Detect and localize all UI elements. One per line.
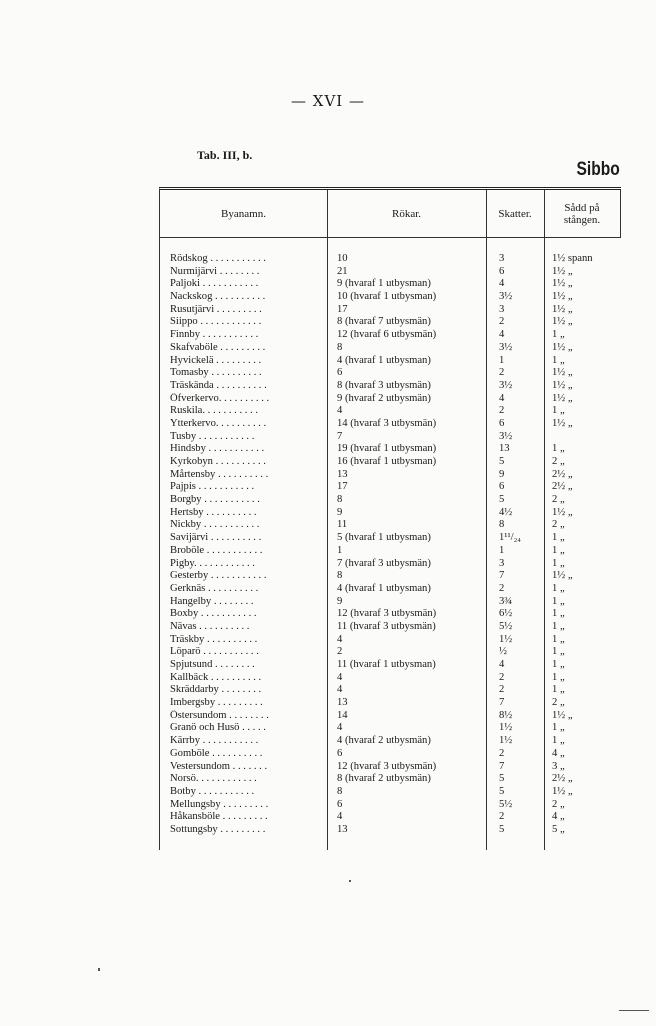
sown-value: 1½ „ <box>552 278 573 290</box>
table-row <box>160 329 621 342</box>
village-name: Broböle . . . . . . . . . . . <box>170 544 263 556</box>
sown-value: 1 „ <box>552 633 565 645</box>
sown-value: 5 „ <box>552 823 565 835</box>
sown-value: 2 „ <box>552 798 565 810</box>
village-name: Hindsby . . . . . . . . . . . <box>170 443 265 455</box>
village-name: Nackskog . . . . . . . . . . <box>170 291 266 303</box>
table-row <box>160 316 621 329</box>
village-name: Mårtensby . . . . . . . . . . <box>170 468 269 480</box>
tax-value: 13 <box>499 443 510 455</box>
village-name: Boxby . . . . . . . . . . . <box>170 608 257 620</box>
smokes-value: 13 <box>337 697 348 709</box>
sown-value: 1½ „ <box>552 265 573 277</box>
village-name: Pajpis . . . . . . . . . . . <box>170 481 255 493</box>
table-row <box>160 646 621 659</box>
table-row <box>160 710 621 723</box>
sown-value: 1½ „ <box>552 291 573 303</box>
village-name: Östersundom . . . . . . . . <box>170 709 269 721</box>
smokes-value: 8 <box>337 785 343 797</box>
tax-value: 3½ <box>499 291 513 303</box>
table-row <box>160 773 621 786</box>
village-name: Kärrby . . . . . . . . . . . <box>170 735 259 747</box>
sown-value: 1½ „ <box>552 506 573 518</box>
tax-value: 3 <box>499 557 505 569</box>
village-name: Hangelby . . . . . . . . <box>170 595 254 607</box>
header-sown <box>544 190 620 237</box>
village-name: Tusby . . . . . . . . . . . <box>170 430 255 442</box>
header-smokes: Rökar. <box>391 207 422 220</box>
sown-value: 1 „ <box>552 620 565 632</box>
tax-value: 2 <box>499 684 505 696</box>
smokes-value: 21 <box>337 265 348 277</box>
sown-value: 1½ „ <box>552 367 573 379</box>
tax-value: 7 <box>499 760 505 772</box>
table-row <box>160 481 621 494</box>
sown-value: 1 „ <box>552 354 565 366</box>
table-row <box>160 253 621 266</box>
tax-value: 3½ <box>499 341 513 353</box>
smokes-value: 11 <box>337 519 348 531</box>
table-row <box>160 583 621 596</box>
sown-value: 1 „ <box>552 544 565 556</box>
table-row <box>160 291 621 304</box>
sown-value: 1 „ <box>552 671 565 683</box>
table-row <box>160 469 621 482</box>
tax-value: 2 <box>499 811 505 823</box>
sown-value: 1½ „ <box>552 341 573 353</box>
tax-value: 8½ <box>499 709 513 721</box>
tax-value: 1½ <box>499 735 513 747</box>
village-name: Finnby . . . . . . . . . . . <box>170 329 259 341</box>
smokes-value: 6 <box>337 747 343 759</box>
smokes-value: 8 (hvaraf 3 utbysmän) <box>337 379 431 391</box>
header-rule <box>160 237 621 238</box>
smokes-value: 9 (hvaraf 1 utbysman) <box>337 278 431 290</box>
table-row <box>160 735 621 748</box>
sown-value: 1½ „ <box>552 379 573 391</box>
smokes-value: 17 <box>337 481 348 493</box>
smokes-value: 8 (hvaraf 7 utbysmän) <box>337 316 431 328</box>
tax-value: ½ <box>499 646 507 658</box>
village-name: Tomasby . . . . . . . . . . <box>170 367 262 379</box>
table-row <box>160 608 621 621</box>
sown-value: 1½ „ <box>552 392 573 404</box>
smokes-value: 4 <box>337 684 343 696</box>
sown-value: 1½ „ <box>552 570 573 582</box>
table-row <box>160 380 621 393</box>
sown-value: 1½ „ <box>552 316 573 328</box>
sown-value: 4 „ <box>552 811 565 823</box>
smokes-value: 7 (hvaraf 3 utbysmän) <box>337 557 431 569</box>
village-name: Botby . . . . . . . . . . . <box>170 785 255 797</box>
sown-value: 1 „ <box>552 595 565 607</box>
smokes-value: 14 <box>337 709 348 721</box>
tax-value: 3½ <box>499 379 513 391</box>
table-row <box>160 761 621 774</box>
tax-value: 9 <box>499 468 505 480</box>
sown-value: 1 „ <box>552 557 565 569</box>
village-name: Öfverkervo. . . . . . . . . . <box>170 392 270 404</box>
smokes-value: 13 <box>337 468 348 480</box>
sown-value: 2½ „ <box>552 468 573 480</box>
table-row <box>160 596 621 609</box>
sown-value: 1 „ <box>552 329 565 341</box>
smokes-value: 11 (hvaraf 3 utbysmän) <box>337 620 436 632</box>
tax-value: 4 <box>499 329 505 341</box>
village-name: Gomböle . . . . . . . . . . <box>170 747 263 759</box>
village-name: Nävas . . . . . . . . . . <box>170 620 250 632</box>
smokes-value: 4 <box>337 811 343 823</box>
table-row <box>160 545 621 558</box>
tax-value: 4 <box>499 278 505 290</box>
smokes-value: 4 (hvaraf 2 utbysmän) <box>337 735 431 747</box>
tax-value: 4½ <box>499 506 513 518</box>
sown-value: 1 „ <box>552 722 565 734</box>
table-row <box>160 684 621 697</box>
table-row <box>160 722 621 735</box>
village-name: Paljoki . . . . . . . . . . . <box>170 278 259 290</box>
table-row <box>160 405 621 418</box>
table-row <box>160 342 621 355</box>
village-name: Sottungsby . . . . . . . . . <box>170 823 266 835</box>
sown-value: 1½ „ <box>552 709 573 721</box>
village-name: Löparö . . . . . . . . . . . <box>170 646 259 658</box>
tax-value: 7 <box>499 697 505 709</box>
village-name: Kallbäck . . . . . . . . . . <box>170 671 262 683</box>
sown-value: 1½ „ <box>552 785 573 797</box>
village-name: Gesterby . . . . . . . . . . . <box>170 570 267 582</box>
page-number: — XVI — <box>291 92 365 110</box>
smokes-value: 9 <box>337 506 343 518</box>
smokes-value: 4 <box>337 722 343 734</box>
table-row <box>160 278 621 291</box>
tax-value: 1½ <box>499 633 513 645</box>
sown-value: 1 „ <box>552 646 565 658</box>
sown-value: 1 „ <box>552 684 565 696</box>
table-row <box>160 621 621 634</box>
village-name: Håkansböle . . . . . . . . . <box>170 811 268 823</box>
village-name: Nickby . . . . . . . . . . . <box>170 519 260 531</box>
table-row <box>160 418 621 431</box>
smokes-value: 2 <box>337 646 343 658</box>
tax-value: 8 <box>499 519 505 531</box>
table-row <box>160 304 621 317</box>
village-name: Borgby . . . . . . . . . . . <box>170 494 260 506</box>
tax-value: 2 <box>499 582 505 594</box>
smokes-value: 5 (hvaraf 1 utbysman) <box>337 532 431 544</box>
sown-value: 1½ „ <box>552 303 573 315</box>
tax-value: 3½ <box>499 430 513 442</box>
village-name: Pigby. . . . . . . . . . . . <box>170 557 255 569</box>
village-name: Ruskila. . . . . . . . . . . <box>170 405 258 417</box>
smokes-value: 16 (hvaraf 1 utbysman) <box>337 456 437 467</box>
tax-value: 5 <box>499 785 505 797</box>
paper-speck <box>349 880 351 882</box>
village-name: Skräddarby . . . . . . . . <box>170 684 262 696</box>
table-row <box>160 393 621 406</box>
smokes-value: 4 <box>337 405 343 417</box>
tax-value: 4 <box>499 659 505 670</box>
tax-value: 5½ <box>499 798 513 810</box>
smokes-value: 8 (hvaraf 2 utbysmän) <box>337 773 431 785</box>
sown-value: 2½ „ <box>552 773 573 785</box>
smokes-value: 12 (hvaraf 6 utbysmän) <box>337 329 437 341</box>
tax-value: 5 <box>499 456 505 467</box>
village-name: Imbergsby . . . . . . . . . <box>170 697 263 709</box>
header-village-name: Byanamn. <box>221 207 266 220</box>
table-body <box>160 253 621 837</box>
smokes-value: 8 <box>337 494 343 506</box>
sown-value: 4 „ <box>552 747 565 759</box>
sown-value: 1 „ <box>552 532 565 544</box>
table-row <box>160 799 621 812</box>
village-name: Nurmijärvi . . . . . . . . <box>170 265 260 277</box>
smokes-value: 4 (hvaraf 1 utbysman) <box>337 582 431 594</box>
tax-value: 6 <box>499 265 505 277</box>
tax-value: 2 <box>499 316 505 328</box>
smokes-value: 19 (hvaraf 1 utbysman) <box>337 443 437 455</box>
table-row <box>160 824 621 837</box>
table-row <box>160 355 621 368</box>
village-name: Spjutsund . . . . . . . . <box>170 659 255 670</box>
village-name: Ytterkervo. . . . . . . . . . <box>170 417 267 429</box>
tax-value: 2 <box>499 747 505 759</box>
sown-value: 1 „ <box>552 608 565 620</box>
smokes-value: 9 <box>337 595 343 607</box>
table-row <box>160 558 621 571</box>
village-name: Savijärvi . . . . . . . . . . <box>170 532 262 544</box>
tax-value: 6 <box>499 481 505 493</box>
tax-value: 3 <box>499 303 505 315</box>
table-row <box>160 532 621 545</box>
smokes-value: 6 <box>337 798 343 810</box>
tax-value: 7 <box>499 570 505 582</box>
tax-value: 5½ <box>499 620 513 632</box>
sown-value: 2½ „ <box>552 481 573 493</box>
village-name: Mellungsby . . . . . . . . . <box>170 798 269 810</box>
smokes-value: 11 (hvaraf 1 utbysman) <box>337 659 436 670</box>
table-row <box>160 786 621 799</box>
smokes-value: 4 <box>337 671 343 683</box>
tax-value: 5 <box>499 823 505 835</box>
sown-value: 1 „ <box>552 582 565 594</box>
table-row <box>160 659 621 672</box>
tax-value: 1 <box>499 354 505 366</box>
tax-value: 5 <box>499 494 505 506</box>
sown-value: 2 „ <box>552 494 565 506</box>
sown-value: 1 „ <box>552 735 565 747</box>
sown-value: 2 „ <box>552 697 565 709</box>
table-row <box>160 634 621 647</box>
village-name: Hertsby . . . . . . . . . . <box>170 506 257 518</box>
smokes-value: 10 <box>337 253 348 264</box>
tax-value: 6 <box>499 417 505 429</box>
sown-value: 1½ spann <box>552 253 593 264</box>
smokes-value: 12 (hvaraf 3 utbysmän) <box>337 608 437 620</box>
village-name: Rödskog . . . . . . . . . . . <box>170 253 266 264</box>
tax-value: 6½ <box>499 608 513 620</box>
table-row <box>160 431 621 444</box>
village-name: Gerknäs . . . . . . . . . . <box>170 582 259 594</box>
smokes-value: 7 <box>337 430 343 442</box>
tax-value: 3 <box>499 253 505 264</box>
header-sown-line1: Sådd på <box>564 201 600 214</box>
village-name: Granö och Husö . . . . . <box>170 722 266 734</box>
smokes-value: 1 <box>337 544 343 556</box>
smokes-value: 4 <box>337 633 343 645</box>
table-row <box>160 570 621 583</box>
smokes-value: 6 <box>337 367 343 379</box>
tax-value: 1¹¹/₂₄ <box>499 532 521 544</box>
table-row <box>160 748 621 761</box>
smokes-value: 14 (hvaraf 3 utbysmän) <box>337 417 437 429</box>
table-label: Tab. III, b. <box>197 148 253 162</box>
page-corner-mark <box>619 1010 649 1011</box>
column-divider <box>620 190 621 238</box>
village-name: Skafvaböle . . . . . . . . . <box>170 341 266 353</box>
village-name: Norsö. . . . . . . . . . . . <box>170 773 257 785</box>
sown-value: 1 „ <box>552 405 565 417</box>
paper-speck <box>98 968 100 971</box>
tax-value: 2 <box>499 671 505 683</box>
tax-value: 1 <box>499 544 505 556</box>
village-name: Vestersundom . . . . . . . <box>170 760 268 772</box>
smokes-value: 8 <box>337 341 343 353</box>
tax-value: 1½ <box>499 722 513 734</box>
smokes-value: 13 <box>337 823 348 835</box>
sown-value: 2 „ <box>552 456 565 467</box>
smokes-value: 12 (hvaraf 3 utbysmän) <box>337 760 437 772</box>
village-table <box>159 187 621 850</box>
table-row <box>160 697 621 710</box>
tax-value: 4 <box>499 392 505 404</box>
smokes-value: 4 (hvaraf 1 utbysman) <box>337 354 431 366</box>
table-row <box>160 507 621 520</box>
table-row <box>160 443 621 456</box>
village-name: Rusutjärvi . . . . . . . . . <box>170 303 262 315</box>
village-name: Kyrkobyn . . . . . . . . . . <box>170 456 266 467</box>
village-name: Siippo . . . . . . . . . . . . <box>170 316 262 328</box>
tax-value: 3¾ <box>499 595 513 607</box>
village-name: Träskända . . . . . . . . . . <box>170 379 267 391</box>
header-taxes: Skatter. <box>498 207 532 220</box>
smokes-value: 17 <box>337 303 348 315</box>
village-name: Träskby . . . . . . . . . . <box>170 633 258 645</box>
smokes-value: 10 (hvaraf 1 utbysman) <box>337 291 437 303</box>
table-row <box>160 367 621 380</box>
sown-value: 1 „ <box>552 659 565 670</box>
table-row <box>160 494 621 507</box>
header-sown-line2: stången. <box>563 213 601 226</box>
village-name: Hyvickelä . . . . . . . . . <box>170 354 262 366</box>
sown-value: 1½ „ <box>552 417 573 429</box>
tax-value: 5 <box>499 773 505 785</box>
tax-value: 2 <box>499 405 505 417</box>
sown-value: 1 „ <box>552 443 565 455</box>
sown-value: 2 „ <box>552 519 565 531</box>
sown-value: 3 „ <box>552 760 565 772</box>
smokes-value: 9 (hvaraf 2 utbysmän) <box>337 392 431 404</box>
table-row <box>160 266 621 279</box>
table-row <box>160 672 621 685</box>
smokes-value: 8 <box>337 570 343 582</box>
table-row <box>160 456 621 469</box>
tax-value: 2 <box>499 367 505 379</box>
region-title: Sibbo <box>576 159 620 180</box>
table-row <box>160 811 621 824</box>
table-row <box>160 519 621 532</box>
